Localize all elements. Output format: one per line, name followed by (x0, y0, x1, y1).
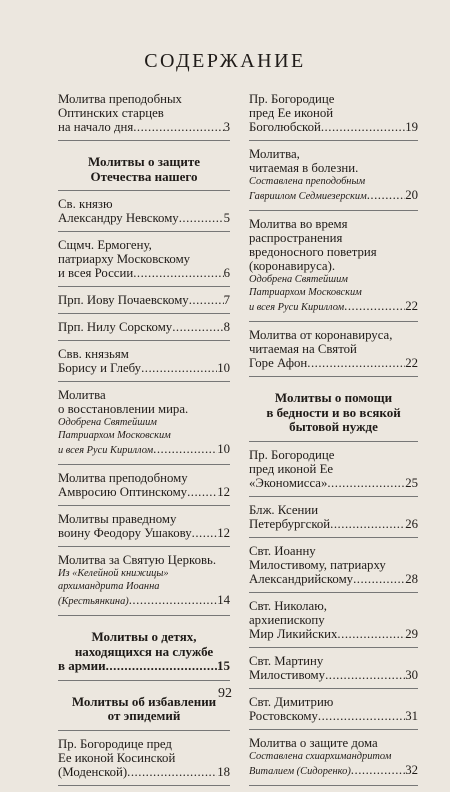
entry-title-tail: (Моденской) (58, 764, 128, 779)
entry-last-line (58, 485, 230, 499)
dot-leader (179, 211, 224, 225)
section-heading-line: Молитвы о помощи (274, 390, 393, 405)
page-ref: 6 (223, 266, 230, 280)
entry-note-line: Патриархом Московским (249, 287, 362, 298)
entry-title-line: Свт. Иоанну (249, 543, 316, 558)
entry-title-line: Свт. Димитрию (249, 694, 334, 709)
page-ref: 32 (405, 762, 418, 777)
toc-entry (58, 471, 230, 506)
entry-title-line: Блж. Ксении (249, 502, 319, 517)
entry-title-tail: Борису и Глебу (58, 361, 142, 375)
toc-entry (249, 544, 418, 593)
entry-title-tail: и всея Руси Кириллом (249, 302, 345, 313)
toc-entry (58, 238, 230, 287)
entry-last-line (58, 526, 230, 540)
toc-entry (249, 448, 418, 497)
dot-leader (325, 668, 405, 682)
section-heading-line: в армии (58, 658, 106, 673)
entry-last-line (249, 572, 418, 586)
dot-leader (153, 442, 217, 456)
entry-title-line: архиепископу (249, 612, 325, 627)
entry-title-line: патриарху Московскому (58, 252, 191, 266)
section-heading-line: Молитвы о детях, (91, 630, 197, 644)
entry-title-tail: Александру Невскому (58, 211, 179, 225)
toc-section-heading (58, 147, 230, 191)
entry-title-line: пред Ее иконой (249, 106, 334, 120)
entry-last-line (249, 120, 418, 134)
page-ref: 15 (217, 658, 230, 673)
dot-leader (129, 593, 217, 607)
dot-leader (330, 517, 405, 531)
entry-title-line: Молитвы праведному (58, 512, 177, 526)
entry-last-line (58, 593, 230, 609)
toc-entry (58, 388, 230, 465)
entry-last-line (249, 188, 418, 204)
page-ref: 7 (223, 293, 230, 307)
page-ref: 14 (217, 593, 230, 607)
entry-last-line (58, 361, 230, 375)
page-title: СОДЕРЖАНИЕ (144, 50, 306, 72)
page-number: 92 (218, 686, 232, 701)
entry-title-tail: Ростовскому (249, 708, 318, 723)
entry-title-line: Молитва (58, 388, 106, 402)
dot-leader (307, 356, 405, 370)
entry-note-line: Из «Келейной книжицы» (58, 568, 169, 579)
entry-title-tail: и всея России (58, 266, 134, 280)
dot-leader (327, 476, 405, 490)
entry-title-tail: воину Феодору Ушакову (58, 526, 192, 540)
toc-entry (58, 320, 230, 341)
page-ref: 29 (405, 626, 418, 641)
entry-last-line (58, 211, 230, 225)
entry-title-line: Пр. Богородице пред (58, 736, 172, 751)
toc-entry (249, 217, 418, 322)
page-ref: 25 (405, 475, 418, 490)
toc-entry (249, 599, 418, 648)
page-ref: 31 (405, 708, 418, 723)
toc-entry (249, 328, 418, 377)
entry-title-line: Молитва о защите дома (249, 735, 378, 750)
entry-title-tail: Гавриилом Седмиезерским (249, 191, 367, 202)
toc-entry (58, 512, 230, 547)
dot-leader (141, 361, 217, 375)
dot-leader (189, 293, 224, 307)
entry-title-line: вредоносного поветрия (249, 245, 377, 259)
entry-title-line: распространения (249, 231, 343, 245)
page-ref: 19 (405, 120, 418, 134)
entry-last-line (249, 763, 418, 779)
entry-note-line: Одобрена Святейшим (249, 274, 348, 285)
entry-title-line: Милостивому, патриарху (249, 557, 386, 572)
entry-title-tail: Боголюбской (249, 120, 321, 134)
entry-title-tail: и всея Руси Кириллом (58, 445, 154, 456)
entry-title-line: Пр. Богородице (249, 92, 335, 106)
entry-last-line (58, 293, 230, 307)
entry-title-line: Молитва во время (249, 217, 348, 231)
entry-last-line (249, 299, 418, 315)
entry-title-line: Свв. князьям (58, 347, 129, 361)
entry-last-line (249, 517, 418, 531)
section-heading-line: Молитвы об избавлении (71, 693, 217, 709)
entry-title-line: читаемая на Святой (249, 342, 357, 356)
page-ref: 18 (217, 764, 230, 779)
page-ref: 20 (405, 188, 418, 202)
section-heading-line: от эпидемий (107, 708, 181, 723)
section-heading-line: находящихся на службе (74, 644, 214, 659)
entry-title-line: Молитва от коронавируса, (249, 328, 393, 342)
page-ref: 26 (405, 516, 418, 531)
entry-title-line: Пр. Богородице (249, 447, 335, 462)
entry-title-line: Свт. Николаю, (249, 598, 327, 613)
entry-title-tail: Прп. Иову Почаевскому (58, 293, 189, 307)
page-ref: 30 (405, 667, 418, 682)
toc-entry (58, 92, 230, 141)
page-ref: 22 (405, 356, 418, 370)
entry-last-line (58, 266, 230, 280)
dot-leader (106, 659, 217, 674)
entry-last-line (249, 709, 418, 723)
toc-entry (249, 736, 418, 786)
entry-title-tail: Амвросию Оптинскому (58, 485, 188, 499)
entry-title-line: Молитва, (249, 147, 300, 161)
dot-leader (133, 266, 223, 280)
section-heading-line: бытовой нужде (289, 419, 378, 434)
page-ref: 5 (223, 211, 230, 225)
dot-leader (172, 320, 223, 334)
page-ref: 12 (217, 526, 230, 540)
toc-section-heading (249, 383, 418, 442)
dot-leader (367, 188, 406, 202)
entry-title-tail: (Крестьянкина) (58, 596, 129, 607)
entry-last-line (249, 356, 418, 370)
section-heading-last-line (58, 659, 230, 674)
entry-title-line: Сщмч. Ермогену, (58, 238, 152, 252)
toc-entry (249, 147, 418, 211)
dot-leader (321, 120, 405, 134)
entry-last-line (58, 442, 230, 458)
section-heading-line: Отечества нашего (90, 168, 198, 184)
section-heading-line: в бедности и во всякой (266, 404, 401, 420)
page-ref: 22 (405, 299, 418, 313)
entry-title-line: Свт. Мартину (249, 653, 324, 668)
entry-title-tail: Виталием (Сидоренко) (249, 765, 351, 777)
dot-leader (318, 709, 405, 723)
toc-entry (58, 347, 230, 382)
dot-leader (192, 526, 218, 540)
dot-leader (133, 120, 223, 134)
entry-note-line: Составлена преподобным (249, 176, 366, 187)
page-ref: 12 (217, 485, 230, 499)
entry-title-tail: Мир Ликийских (249, 626, 338, 641)
entry-note-line: Составлена схиархимандритом (249, 750, 392, 762)
entry-title-line: Св. князю (58, 197, 113, 211)
entry-title-tail: на начало дня (58, 120, 134, 134)
entry-title-line: пред иконой Ее (249, 461, 334, 476)
toc-entry (58, 737, 230, 786)
entry-title-tail: Горе Афон (249, 356, 308, 370)
entry-last-line (58, 320, 230, 334)
entry-note-line: Одобрена Святейшим (58, 417, 157, 428)
dot-leader (351, 763, 405, 777)
entry-title-line: Ее иконой Косинской (58, 750, 176, 765)
entry-last-line (249, 668, 418, 682)
dot-leader (127, 765, 217, 779)
entry-title-line: Молитва за Святую Церковь. (58, 553, 217, 567)
entry-title-tail: «Экономисса» (249, 475, 328, 490)
entry-last-line (249, 476, 418, 490)
toc-entry (58, 197, 230, 232)
dot-leader (353, 572, 405, 586)
dot-leader (344, 299, 405, 313)
dot-leader (187, 485, 217, 499)
entry-last-line (58, 765, 230, 779)
page-ref: 3 (223, 120, 230, 134)
entry-title-line: Молитва преподобному (58, 471, 188, 485)
entry-title-tail: Прп. Нилу Сорскому (58, 320, 173, 334)
entry-last-line (249, 627, 418, 641)
toc-entry (249, 92, 418, 141)
entry-title-line: (коронавируса). (249, 259, 336, 273)
page-ref: 8 (223, 320, 230, 334)
entry-title-line: читаемая в болезни. (249, 161, 359, 175)
entry-title-tail: Петербургской (249, 516, 331, 531)
toc-entry (58, 553, 230, 616)
toc-section-heading (58, 622, 230, 681)
entry-title-line: о восстановлении мира. (58, 402, 189, 416)
entry-title-line: Оптинских старцев (58, 106, 164, 120)
toc-entry (249, 503, 418, 538)
toc-entry (58, 293, 230, 314)
entry-last-line (58, 120, 230, 134)
page-ref: 28 (405, 571, 418, 586)
entry-title-tail: Александрийскому (249, 571, 354, 586)
toc-entry (249, 654, 418, 689)
entry-note-line: архимандрита Иоанна (58, 581, 160, 592)
dot-leader (337, 627, 405, 641)
entry-note-line: Патриархом Московским (58, 430, 171, 441)
page-ref: 10 (217, 361, 230, 375)
section-heading-line: Молитвы о защите (87, 154, 201, 169)
page-ref: 10 (217, 442, 230, 456)
entry-title-line: Молитва преподобных (58, 92, 182, 106)
entry-title-tail: Милостивому (249, 667, 326, 682)
